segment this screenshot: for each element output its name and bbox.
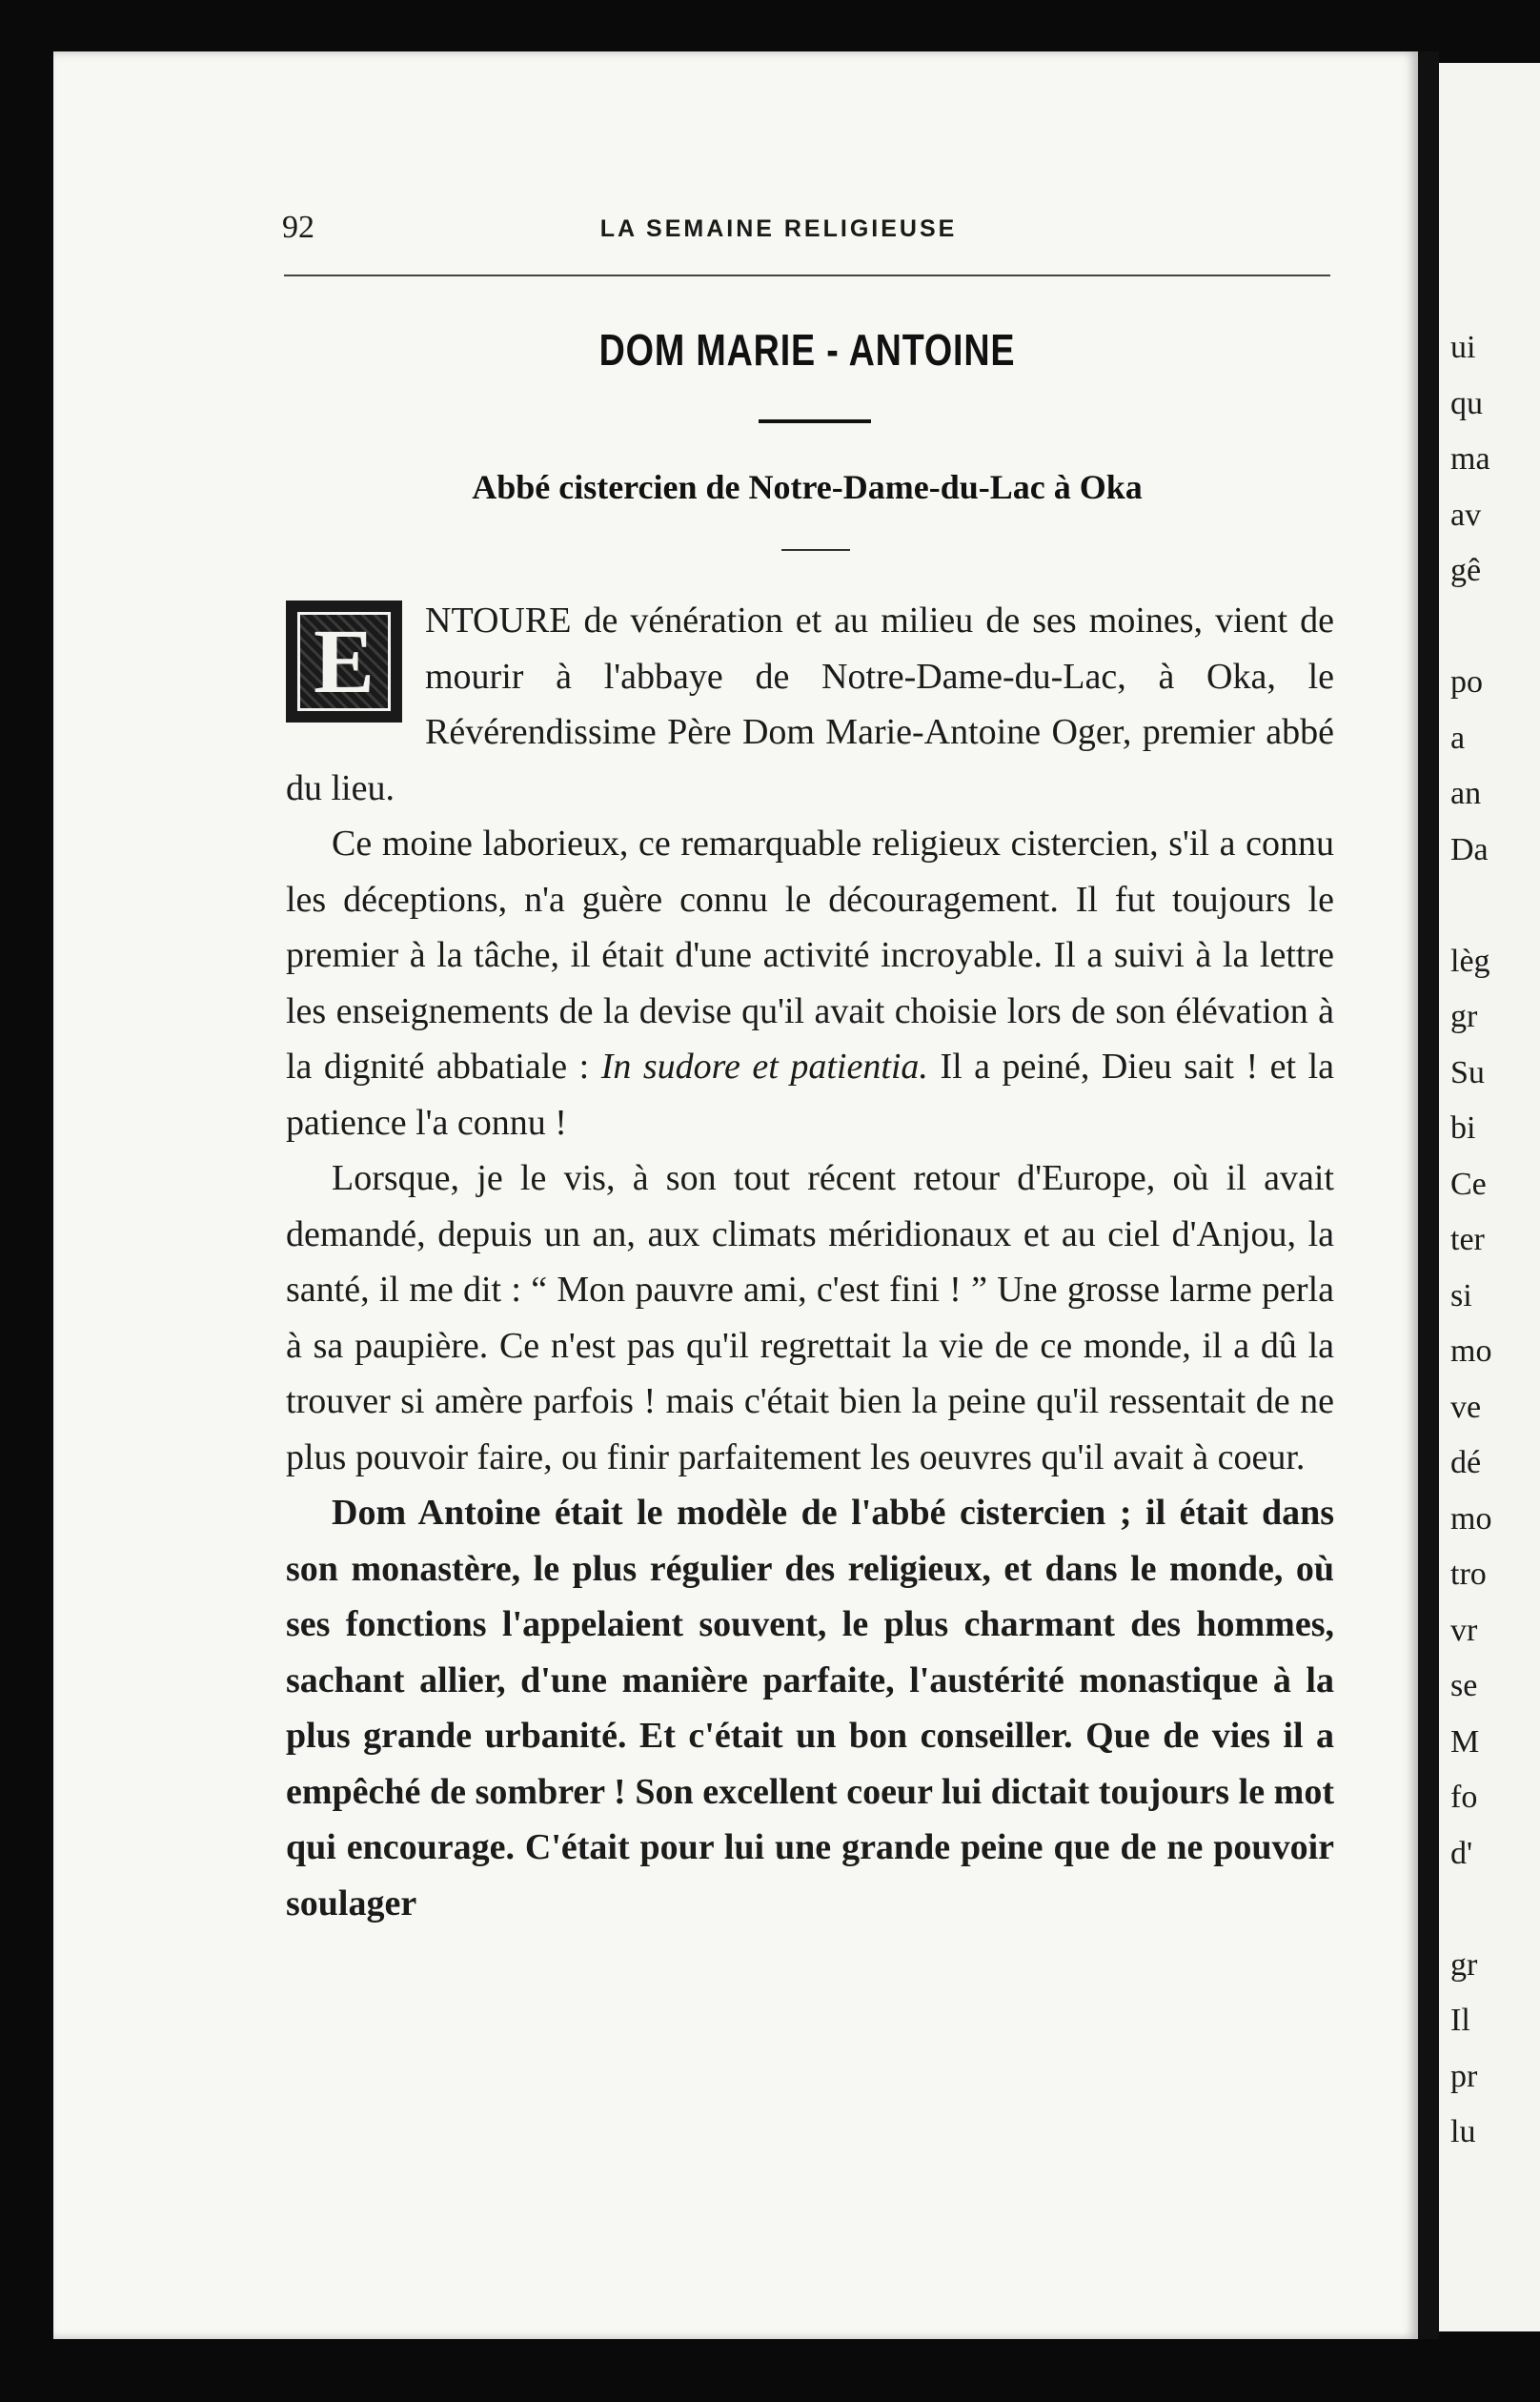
paragraph-2 — [286, 816, 1334, 1150]
right-page-fragment: fo — [1450, 1780, 1478, 1815]
right-page-fragment: mo — [1450, 1333, 1492, 1369]
right-page-fragment: lu — [1450, 2114, 1476, 2149]
paragraph-2-text-before: Ce moine laborieux, ce remarquable religieux cistercien, s'il a connu les déceptions, n'a guère connu le découragement. Il fut toujours le premier à la tâche, il était d'une activité incroyable. Il a suivi à la lettre les enseignements de la devise qu'il avait choisie lors de son élévation à la dignité abbatiale : — [286, 824, 1334, 1087]
paragraph-3: Lorsque, je le vis, à son tout récent retour d'Europe, où il avait demandé, depuis un an, aux climats méridionaux et au ciel d'Anjou, la santé, il me dit : “ Mon pauvre ami, c'est fini ! ” Une grosse larme perla à sa paupière. Ce n'est pas qu'il regrettait la vie de ce monde, il a dû la trouver si amère parfois ! mais c'était bien la peine qu'il ressentait de ne plus pouvoir faire, ou finir parfaitement les oeuvres qu'il avait à coeur. — [286, 1158, 1334, 1477]
running-title: LA SEMAINE RELIGIEUSE — [599, 215, 958, 242]
right-page-fragment: ter — [1450, 1222, 1485, 1257]
title-rule — [759, 419, 871, 423]
right-page-fragment: d' — [1450, 1835, 1473, 1871]
right-page-fragment: si — [1450, 1277, 1472, 1313]
paragraph-1 — [286, 593, 1334, 816]
right-page-fragment: M — [1450, 1723, 1480, 1760]
header-rule — [284, 275, 1330, 276]
right-page-fragment: gê — [1450, 553, 1482, 588]
right-page-fragment: se — [1450, 1668, 1478, 1703]
running-head — [227, 210, 1330, 252]
right-page-fragment: ve — [1450, 1389, 1482, 1425]
right-page-fragment: qu — [1450, 385, 1483, 421]
right-page-fragment: Il — [1450, 2003, 1470, 2038]
paragraph-1-text: NTOURE de vénération et au milieu de ses moines, vient de mourir à l'abbaye de Notre-Dame-du-Lac, à Oka, le Révérendissime Père Dom Marie-Antoine Oger, premier abbé du lieu. — [286, 600, 1334, 808]
subtitle-rule — [781, 549, 850, 551]
paragraph-4: Dom Antoine était le modèle de l'abbé cistercien ; il était dans son monastère, le plus régulier des religieux, et dans le monde, où ses fonctions l'appelaient souvent, le plus charmant des hommes, sachant allier, d'une manière parfaite, l'austérité monastique à la plus grande urbanité. Et c'était un bon conseiller. Que de vies il a empêché de sombrer ! Son excellent coeur lui dictait toujours le mot qui encourage. C'était pour lui une grande peine que de ne pouvoir soulager — [286, 1493, 1334, 1924]
drop-cap-frame — [297, 612, 391, 711]
right-page-edge — [1439, 63, 1540, 2331]
drop-cap-ornament — [286, 600, 402, 723]
article-subtitle: Abbé cistercien de Notre-Dame-du-Lac à Oka — [472, 468, 1143, 506]
page-number: 92 — [282, 210, 314, 245]
right-page-fragment: a — [1450, 720, 1466, 756]
motto: In sudore et patientia. — [600, 1047, 928, 1087]
right-page-fragment: mo — [1450, 1500, 1492, 1537]
right-page-fragment: Da — [1450, 831, 1489, 867]
right-page-fragment: tro — [1450, 1557, 1487, 1592]
right-page-fragment: vr — [1450, 1612, 1478, 1648]
right-page-fragment: ui — [1450, 330, 1476, 365]
right-page-fragment: an — [1450, 776, 1482, 811]
article-body — [286, 593, 1334, 1931]
right-page-fragment: Su — [1450, 1054, 1485, 1090]
right-page-fragment: av — [1450, 497, 1482, 533]
drop-cap-letter: E — [313, 610, 375, 712]
right-page-fragment: ma — [1450, 441, 1490, 477]
article-title: DOM MARIE - ANTOINE — [598, 325, 1016, 375]
right-page-fragment: lèg — [1450, 943, 1490, 979]
book-gutter — [1418, 51, 1439, 2339]
right-page-fragment: dé — [1450, 1445, 1482, 1480]
right-page-fragment: pr — [1450, 2058, 1478, 2094]
right-page-fragment: bi — [1450, 1110, 1476, 1146]
right-page-fragment: po — [1450, 664, 1483, 700]
right-page-fragment: gr — [1450, 1946, 1478, 1983]
right-page-fragment: Ce — [1450, 1166, 1487, 1202]
paragraph-2-text-after: Il a peiné, Dieu sait ! et la patience l'a connu ! — [286, 1047, 1335, 1143]
right-page-fragment: gr — [1450, 999, 1478, 1034]
